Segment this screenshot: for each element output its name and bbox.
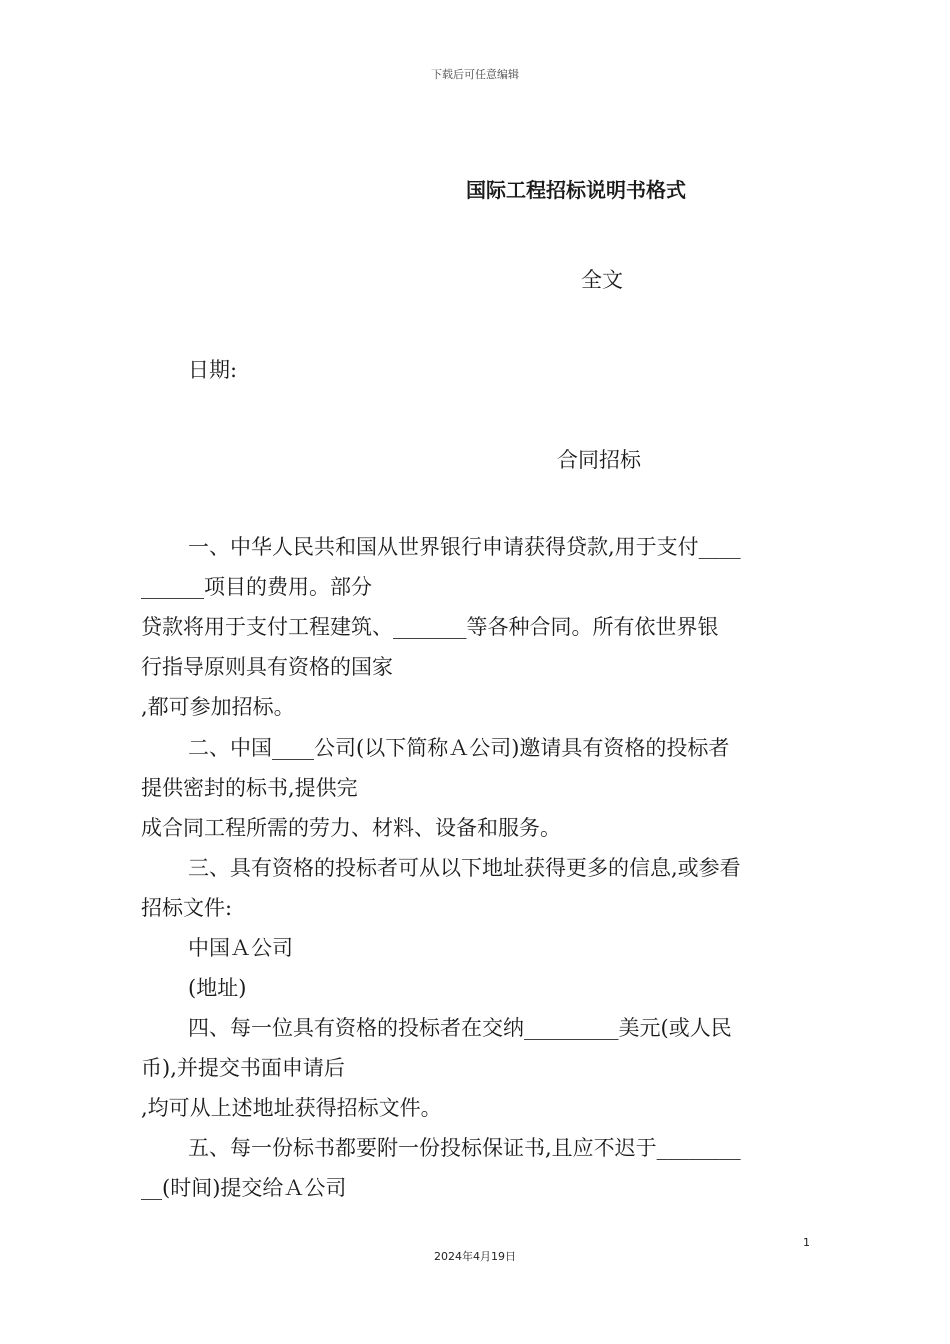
document-subtitle: 全文 [581, 268, 623, 292]
body-line: 提供密封的标书,提供完 [141, 776, 358, 800]
page-header: 下载后可任意编辑 [431, 68, 519, 81]
body-line: (地址) [188, 976, 247, 1000]
page-number: 1 [803, 1236, 810, 1249]
body-line: 五、每一份标书都要附一份投标保证书,且应不迟于________ [188, 1136, 741, 1160]
body-line: ,均可从上述地址获得招标文件。 [141, 1096, 442, 1120]
body-line: 招标文件: [141, 896, 233, 920]
body-line: ,都可参加招标。 [141, 695, 295, 719]
body-line: ______项目的费用。部分 [141, 575, 372, 599]
body-line: 二、中国____公司(以下简称Ａ公司)邀请具有资格的投标者 [188, 736, 730, 760]
body-line: 币),并提交书面申请后 [141, 1056, 345, 1080]
footer-date: 2024年4月19日 [434, 1250, 516, 1263]
body-line: 四、每一位具有资格的投标者在交纳_________美元(或人民 [188, 1016, 732, 1040]
body-line: 贷款将用于支付工程建筑、_______等各种合同。所有依世界银 [141, 615, 719, 639]
body-line: 中国Ａ公司 [188, 936, 293, 960]
document-title: 国际工程招标说明书格式 [466, 178, 686, 202]
body-line: __(时间)提交给Ａ公司 [141, 1176, 347, 1200]
body-line: 行指导原则具有资格的国家 [141, 655, 393, 679]
section-title: 合同招标 [557, 448, 641, 472]
body-line: 成合同工程所需的劳力、材料、设备和服务。 [141, 816, 561, 840]
body-line: 一、中华人民共和国从世界银行申请获得贷款,用于支付____ [188, 535, 741, 559]
date-label: 日期: [188, 358, 238, 382]
body-line: 三、具有资格的投标者可从以下地址获得更多的信息,或参看 [188, 856, 741, 880]
